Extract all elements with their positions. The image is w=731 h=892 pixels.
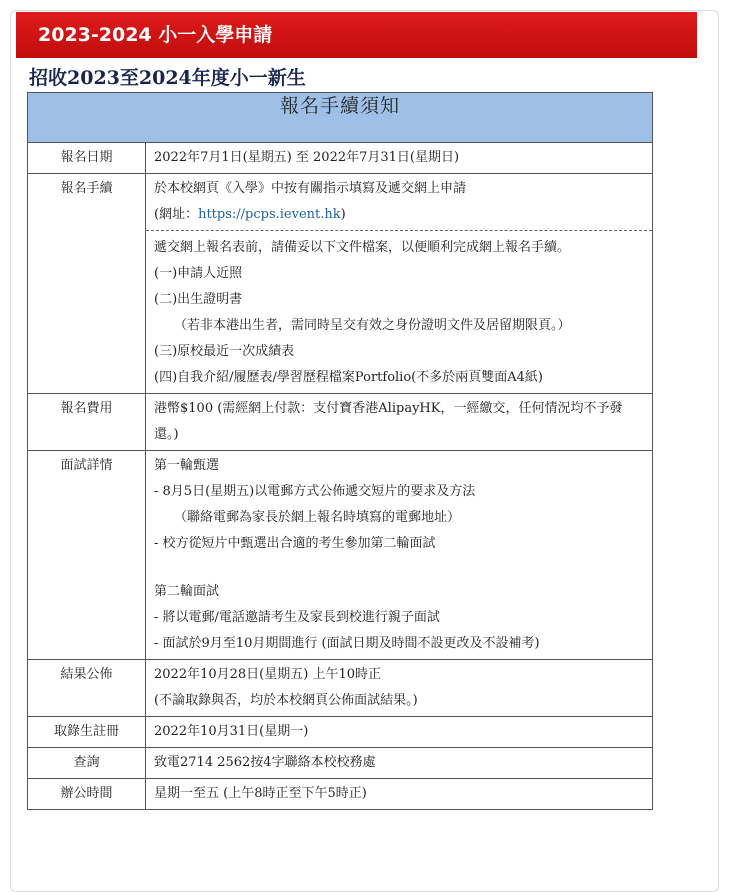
table-row	[28, 394, 653, 451]
application-url-link[interactable]: https://pcps.ievent.hk	[198, 207, 341, 222]
round1-title: 第一輪甄選	[154, 458, 220, 473]
url-prefix: (網址：	[154, 207, 199, 222]
doc-item-note: （若非本港出生者，需同時呈交有效之身份證明文件及居留期限頁。）	[174, 318, 571, 333]
documents-section	[146, 230, 652, 391]
row-label-dates: 報名日期	[28, 143, 146, 174]
round1-item: - 校方從短片中甄選出合適的考生參加第二輪面試	[154, 536, 436, 551]
row-label-results: 結果公佈	[28, 660, 146, 717]
banner-title: 2023-2024 小一入學申請	[38, 24, 273, 46]
row-label-enquiry: 查詢	[28, 748, 146, 779]
table-row	[28, 143, 653, 174]
enquiry-text: 致電2714 2562按4字聯絡本校校務處	[154, 755, 376, 770]
table-title: 報名手續須知	[28, 93, 653, 143]
page-banner	[16, 12, 697, 58]
table-row	[28, 451, 653, 660]
dates-text: 2022年7月1日(星期五) 至 2022年7月31日(星期日)	[154, 150, 460, 165]
documents-note: 遞交網上報名表前，請備妥以下文件檔案，以便順利完成網上報名手續。	[154, 240, 571, 255]
page-subtitle: 招收2023至2024年度小一新生	[29, 67, 306, 89]
table-row	[28, 748, 653, 779]
row-label-office: 辦公時間	[28, 779, 146, 810]
registration-text: 2022年10月31日(星期一)	[154, 724, 309, 739]
row-value-interview	[146, 451, 653, 660]
admission-info-table	[27, 92, 653, 810]
round2-item: - 面試於9月至10月期間進行 (面試日期及時間不設更改及不設補考)	[154, 636, 540, 651]
round2-title: 第二輪面試	[154, 584, 220, 599]
row-value-fee	[146, 394, 653, 451]
row-value-office	[146, 779, 653, 810]
table-row	[28, 660, 653, 717]
row-label-procedure: 報名手續	[28, 174, 146, 394]
doc-item: (三)原校最近一次成績表	[154, 344, 295, 359]
row-value-dates	[146, 143, 653, 174]
table-row	[28, 174, 653, 394]
results-line: 2022年10月28日(星期五) 上午10時正	[154, 667, 381, 682]
fee-text: 港幣$100 (需經網上付款：支付寶香港AlipayHK，一經繳交，任何情況均不予發還。)	[154, 401, 623, 442]
results-line: (不論取錄與否，均於本校網頁公佈面試結果。)	[154, 693, 418, 708]
row-value-registration	[146, 717, 653, 748]
row-value-enquiry	[146, 748, 653, 779]
round1-item-note: （聯絡電郵為家長於網上報名時填寫的電郵地址）	[174, 510, 461, 525]
url-suffix: )	[340, 207, 346, 222]
procedure-url-line	[154, 202, 644, 228]
row-value-results	[146, 660, 653, 717]
row-label-registration: 取錄生註冊	[28, 717, 146, 748]
round1-item: - 8月5日(星期五)以電郵方式公佈遞交短片的要求及方法	[154, 484, 476, 499]
table-row	[28, 717, 653, 748]
row-label-fee: 報名費用	[28, 394, 146, 451]
doc-item: (一)申請人近照	[154, 266, 243, 281]
row-label-interview: 面試詳情	[28, 451, 146, 660]
spacer	[154, 557, 644, 579]
doc-item: (四)自我介紹/履歷表/學習歷程檔案Portfolio(不多於兩頁雙面A4紙)	[154, 370, 543, 385]
round2-item: - 將以電郵/電話邀請考生及家長到校進行親子面試	[154, 610, 440, 625]
procedure-line-1: 於本校網頁《入學》中按有關指示填寫及遞交網上申請	[154, 181, 467, 196]
row-value-procedure	[146, 174, 653, 394]
doc-item: (二)出生證明書	[154, 292, 243, 307]
office-hours-text: 星期一至五 (上午8時正至下午5時正)	[154, 786, 367, 801]
table-row	[28, 779, 653, 810]
